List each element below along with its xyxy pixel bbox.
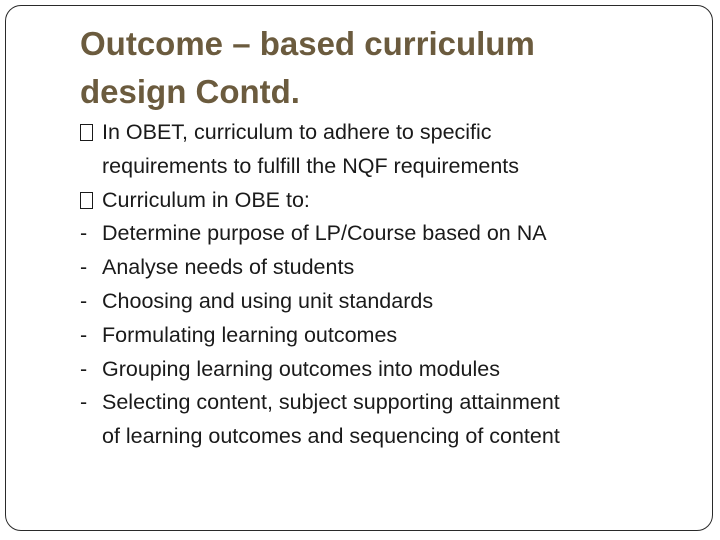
sub-item-text: Determine purpose of LP/Course based on NA: [102, 221, 547, 246]
sub-list-item: [80, 353, 690, 387]
dash-marker: -: [80, 356, 88, 381]
bullet-item: [80, 116, 690, 184]
slide-body: [80, 116, 690, 454]
bullet-item: [80, 184, 690, 218]
sub-list-item: [80, 285, 690, 319]
sub-list-item: [80, 251, 690, 285]
dash-marker: -: [80, 288, 88, 313]
title-line-1: Outcome – based curriculum: [80, 25, 535, 62]
bullet-text-line-1: Curriculum in OBE to:: [102, 187, 310, 212]
sub-list-item: [80, 319, 690, 353]
sub-item-text: Choosing and using unit standards: [102, 288, 434, 313]
dash-marker: -: [80, 322, 88, 347]
sub-item-text-line-1: Selecting content, subject supporting attainment: [102, 390, 560, 415]
sub-list-item: [80, 386, 690, 454]
sub-list-item: [80, 217, 690, 251]
bullet-text-line-2: requirements to fulfill the NQF requirements: [102, 153, 520, 178]
sub-item-text-line-2: of learning outcomes and sequencing of content: [102, 424, 560, 449]
slide-title: [80, 20, 680, 116]
dash-marker: -: [80, 255, 88, 280]
sub-item-text: Formulating learning outcomes: [102, 322, 398, 347]
dash-marker: -: [80, 221, 88, 246]
sub-item-text: Analyse needs of students: [102, 255, 355, 280]
square-bullet-icon: [80, 184, 102, 218]
square-bullet-icon: [80, 116, 102, 150]
bullet-text-line-1: In OBET, curriculum to adhere to specific: [102, 120, 492, 144]
dash-marker: -: [80, 390, 88, 415]
sub-item-text: Grouping learning outcomes into modules: [102, 356, 500, 381]
title-line-2: design Contd.: [80, 73, 300, 110]
